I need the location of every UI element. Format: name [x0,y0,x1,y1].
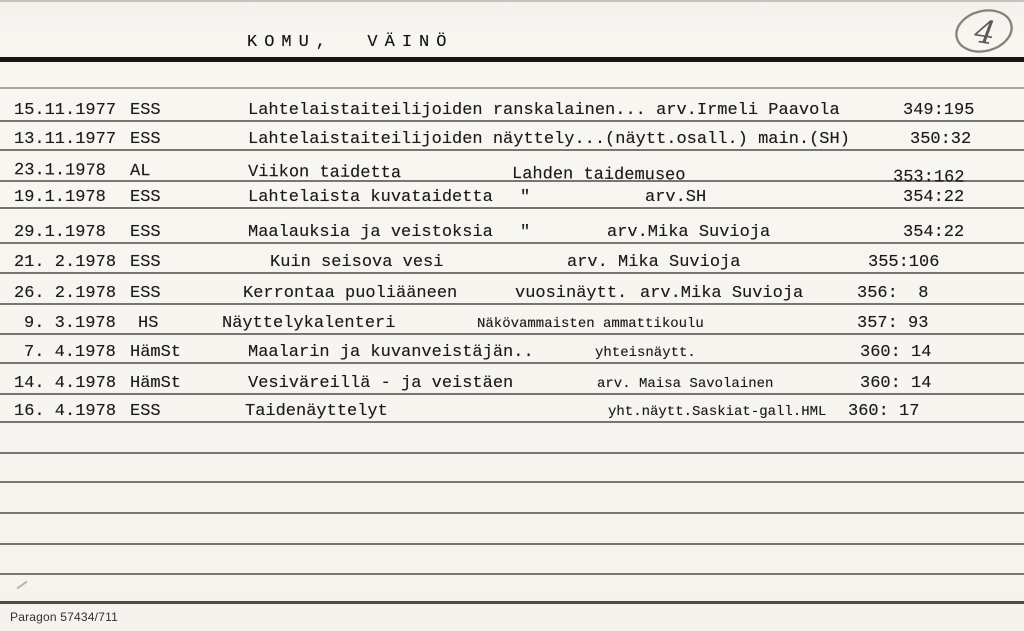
rule-line [0,207,1024,209]
table-row [0,126,1024,149]
entry-note: arv. Maisa Savolainen [597,376,774,392]
rule-line [0,421,1024,423]
footer-rule [0,601,1024,604]
entry-ref: 350:32 [910,130,972,149]
entry-title: Lahtelaista kuvataidetta [248,188,493,207]
table-row [0,97,1024,120]
rule-line [0,272,1024,274]
page-number-circle [946,2,1022,60]
entry-date: 29.1.1978 [14,223,106,242]
entry-title: Kuin seisova vesi [270,253,444,272]
entry-ref: 354:22 [903,188,965,207]
table-row [0,370,1024,393]
entry-title: Näyttelykalenteri [222,314,396,333]
entry-source: AL [129,162,151,182]
table-row [0,310,1024,333]
entry-ref: 360: 14 [860,343,932,362]
table-row [0,184,1024,207]
rule-line [0,573,1024,575]
entry-date: 14. 4.1978 [14,374,117,393]
table-row [0,219,1024,242]
entry-source: ESS [130,223,161,242]
entry-title: Taidenäyttelyt [245,402,388,421]
entry-title: Kerrontaa puoliääneen [243,284,458,303]
entry-note: arv.Mika Suvioja [607,223,771,242]
entry-ref: 357: 93 [857,314,929,333]
rule-line [0,87,1024,89]
entry-note: yht.näytt.Saskiat-gall.HML [608,404,827,420]
entry-source: HämSt [130,374,182,393]
entry-date: 9. 3.1978 [24,314,116,333]
entry-source: ESS [130,284,161,303]
entry-title: Vesiväreillä - ja veistäen [248,374,514,393]
table-row [0,280,1024,303]
entry-source: HämSt [130,343,182,362]
card-imprint: Paragon 57434/711 [10,610,118,624]
rule-line [0,242,1024,244]
entry-title: Viikon taidetta [247,162,402,184]
entry-ref: 360: 14 [860,374,932,393]
ditto-mark: " [520,223,531,242]
rule-line [0,543,1024,545]
card-title: KOMU, VÄINÖ [247,33,454,52]
entry-date: 16. 4.1978 [14,402,117,421]
entry-source: ESS [130,130,161,149]
table-row [0,339,1024,362]
rule-line [0,303,1024,305]
entry-title: Lahtelaistaiteilijoiden näyttely...(näytt.osall.) main.(SH) [248,130,850,149]
rule-line [0,149,1024,151]
rule-line [0,481,1024,483]
page-number: 4 [971,11,999,53]
rule-line [0,120,1024,122]
rule-line [0,393,1024,395]
entry-note: Lahden taidemuseo [511,165,686,186]
entry-date: 23.1.1978 [13,161,106,181]
entry-date: 21. 2.1978 [14,253,117,272]
entry-source: ESS [130,253,161,272]
entry-ref: 349:195 [903,101,975,120]
entry-source: ESS [130,188,161,207]
rule-line [0,333,1024,335]
header-rule [0,57,1024,62]
entry-date: 7. 4.1978 [24,343,116,362]
entry-note: Näkövammaisten ammattikoulu [477,316,704,332]
entry-ref: 360: 17 [848,402,920,421]
entry-title: Maalauksia ja veistoksia [248,223,493,242]
entry-title: Maalarin ja kuvanveistäjän.. [248,343,534,362]
entry-date: 13.11.1977 [14,130,117,149]
entry-ref: 356: 8 [857,284,929,303]
entry-date: 19.1.1978 [14,188,106,207]
entry-ref: 353:162 [892,168,965,188]
entry-note: arv. Mika Suvioja [567,253,741,272]
rule-line [0,452,1024,454]
entry-ref: 355:106 [868,253,940,272]
ditto-mark: " [520,188,531,207]
entry-source: HS [138,314,159,333]
card-top-edge [0,0,1024,2]
table-row [0,249,1024,272]
entry-source: ESS [130,101,161,120]
entry-note-2: arv.Mika Suvioja [640,284,804,303]
entry-note: yhteisnäytt. [595,345,696,361]
rule-line [0,362,1024,364]
entry-note: vuosinäytt. [515,284,628,303]
pencil-scratch [17,581,28,590]
entry-date: 15.11.1977 [14,101,117,120]
rule-line [0,512,1024,514]
table-row [0,398,1024,421]
entry-title: Lahtelaistaiteilijoiden ranskalainen... arv.Irmeli Paavola [248,101,840,120]
entry-ref: 354:22 [903,223,965,242]
entry-date: 26. 2.1978 [14,284,117,303]
entry-note: arv.SH [645,188,707,207]
entry-source: ESS [130,402,161,421]
